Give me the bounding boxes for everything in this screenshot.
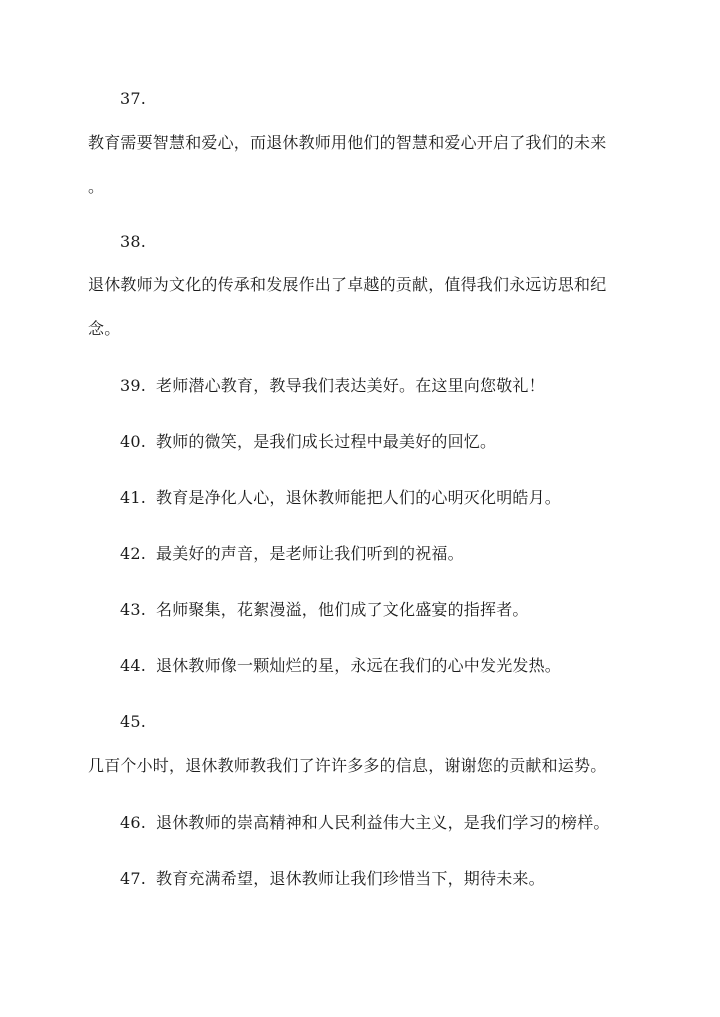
item-45-line-1: 几百个小时，退休教师教我们了许许多多的信息，谢谢您的贡献和运势。 bbox=[88, 756, 607, 775]
item-39-text: 老师潜心教育，教导我们表达美好。在这里向您敬礼！ bbox=[156, 376, 545, 395]
item-37-line-1: 教育需要智慧和爱心，而退休教师用他们的智慧和爱心开启了我们的未来 bbox=[88, 133, 607, 152]
item-37-line-2: 。 bbox=[88, 177, 105, 196]
item-40-text: 教师的微笑，是我们成长过程中最美好的回忆。 bbox=[156, 432, 497, 451]
item-47-text: 教育充满希望，退休教师让我们珍惜当下，期待未来。 bbox=[156, 869, 545, 888]
item-40-number: 40. bbox=[120, 432, 147, 451]
item-42 bbox=[120, 543, 660, 565]
item-45-number: 45. bbox=[120, 712, 147, 731]
item-47 bbox=[120, 868, 660, 890]
item-38-line-1: 退休教师为文化的传承和发展作出了卓越的贡献，值得我们永远访思和纪 bbox=[88, 275, 607, 294]
item-37-number: 37. bbox=[120, 89, 147, 108]
item-40 bbox=[120, 431, 660, 453]
item-47-number: 47. bbox=[120, 869, 147, 888]
item-41-text: 教育是净化人心，退休教师能把人们的心明灭化明皓月。 bbox=[156, 488, 562, 507]
item-39-number: 39. bbox=[120, 376, 147, 395]
item-38-line-2: 念。 bbox=[88, 319, 121, 338]
item-43-text: 名师聚集，花絮漫溢，他们成了文化盛宴的指挥者。 bbox=[156, 600, 529, 619]
item-46-number: 46. bbox=[120, 813, 147, 832]
item-39 bbox=[120, 375, 660, 397]
item-43 bbox=[120, 599, 660, 621]
item-44 bbox=[120, 655, 660, 677]
item-44-text: 退休教师像一颗灿烂的星，永远在我们的心中发光发热。 bbox=[156, 656, 562, 675]
item-42-number: 42. bbox=[120, 544, 147, 563]
item-42-text: 最美好的声音，是老师让我们听到的祝福。 bbox=[156, 544, 464, 563]
item-44-number: 44. bbox=[120, 656, 147, 675]
item-41 bbox=[120, 487, 660, 509]
item-43-number: 43. bbox=[120, 600, 147, 619]
item-38-number: 38. bbox=[120, 232, 147, 251]
item-41-number: 41. bbox=[120, 488, 147, 507]
item-46 bbox=[120, 812, 660, 834]
item-46-text: 退休教师的崇高精神和人民利益伟大主义，是我们学习的榜样。 bbox=[156, 813, 610, 832]
